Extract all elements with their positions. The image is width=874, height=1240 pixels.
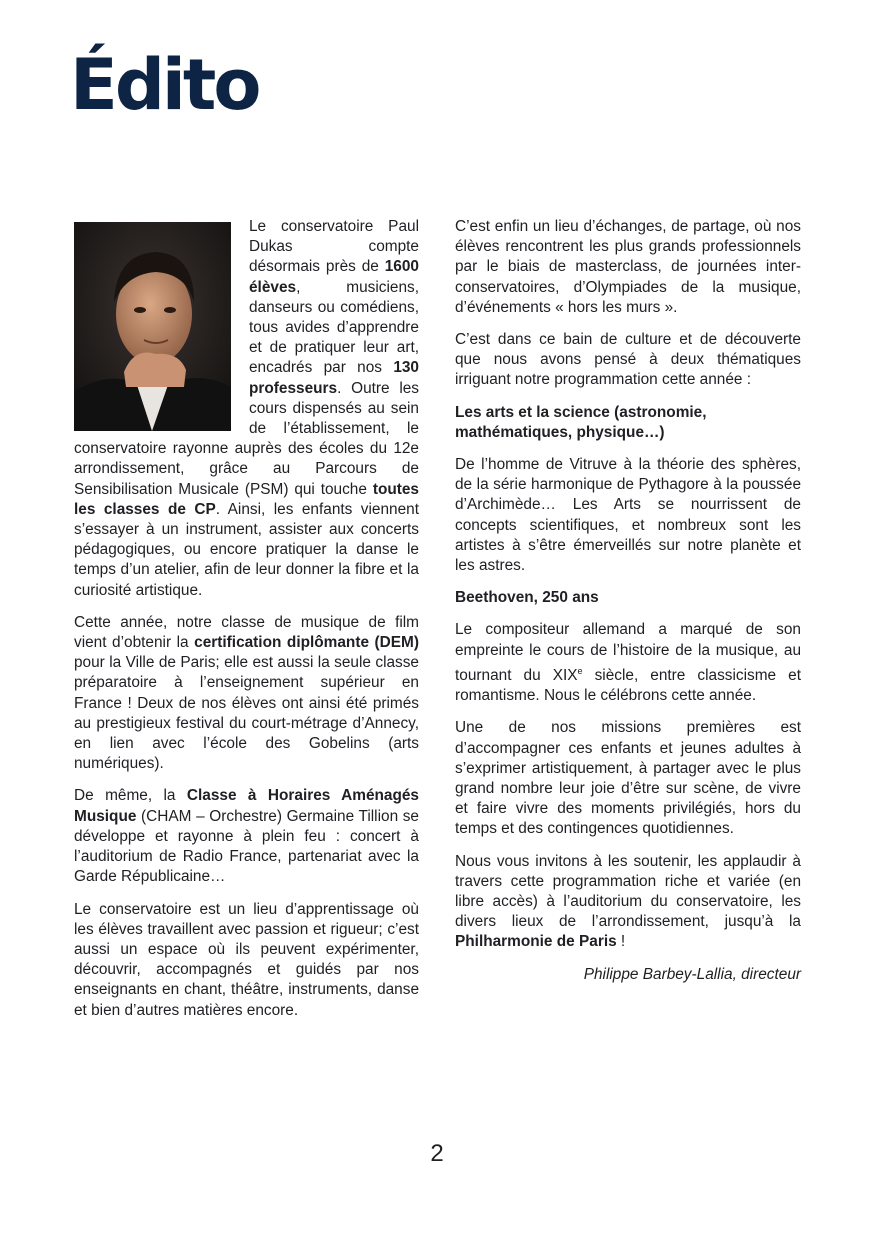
director-portrait [74,222,231,431]
section-heading: Beethoven, 250 ans [455,589,599,607]
paragraph: Cette année, notre classe de musique de film vient d’obtenir la certification diplômante (DEM) pour la Ville de Paris; elle est aussi la seule classe préparatoire à l’enseignement supérieur en France ! Deux de nos élèves ont ainsi été primés au prestigieux festival du court-métrage d’Annecy, en lien avec l’école des Gobelins (arts numériques). [74,613,420,773]
paragraph: Le conservatoire est un lieu d’apprentissage où les élèves travaillent avec passion et rigueur; c’est aussi un espace où ils peuvent expérimenter, découvrir, accompagnés et guidés par nos enseignants en chant, théâtre, instruments, danse et bien d’autres matières encore. [74,900,419,1019]
signature: Philippe Barbey-Lallia, directeur [583,965,801,983]
paragraph: Le compositeur allemand a marqué de son empreinte le cours de l’histoire de la musique, au tournant du XIXe siècle, entre classicisme et romantisme. Nous le célébrons cette année. [455,621,802,705]
section-heading: Les arts et la science (astronomie, mathématiques, physique…) [455,403,707,441]
paragraph: De l’homme de Vitruve à la théorie des sphères, de la série harmonique de Pythagore à la poussée d’Archimède… Les Arts se nourrissent de concepts scientifiques, et nombreux sont les artistes à s’être émerveillés sur notre planète et les astres. [455,456,801,575]
paragraph: C’est enfin un lieu d’échanges, de partage, où nos élèves rencontrent les plus grands professionnels par le biais de masterclass, de journées inter-conservatoires, d’Olympiades de la musique, d’événements « hors les murs ». [455,218,801,316]
paragraph: C’est dans ce bain de culture et de découverte que nous avons pensé à deux thématiques irriguant notre programmation cette année : [455,331,801,389]
paragraph: De même, la Classe à Horaires Aménagés Musique (CHAM – Orchestre) Germaine Tillion se développe et rayonne à plein feu : concert à l’auditorium de Radio France, partenariat avec la Garde Républicaine… [74,787,419,886]
paragraph: Une de nos missions premières est d’accompagner ces enfants et jeunes adultes à s’exprimer artistiquement, à partager avec le plus grand nombre leur joie d’être sur scène, de vivre et faire vivre des moments privilégiés, hors du temps et des contingences quotidiennes. [455,719,801,838]
right-column [455,217,801,997]
left-column [74,217,419,1033]
page-title: Édito [70,44,259,126]
paragraph: Le conservatoire Paul Dukas compte désormais près de 1600 élèves, musiciens, danseurs ou comédiens, tous avides d’apprendre et de pratiquer leur art, encadrés par nos 130 professeurs. Outre les cours dispensés au sein de l’établissement, le conservatoire rayonne auprès des écoles du 12e arrondissement, grâce au Parcours de Sensibilisation Musicale (PSM) qui touche toutes les classes de CP. Ainsi, les enfants viennent s’essayer à un instrument, assister aux concerts pédagogiques, ou encore pratiquer la danse le temps d’un atelier, afin de leur donner la fibre et la curiosité artistique. [74,218,419,599]
page-number: 2 [430,1140,444,1167]
paragraph: Nous vous invitons à les soutenir, les applaudir à travers cette programmation riche et variée (en libre accès) à l’auditorium du conservatoire, les divers lieux de l’arrondissement, jusqu’à la Philharmonie de Paris ! [455,852,801,951]
